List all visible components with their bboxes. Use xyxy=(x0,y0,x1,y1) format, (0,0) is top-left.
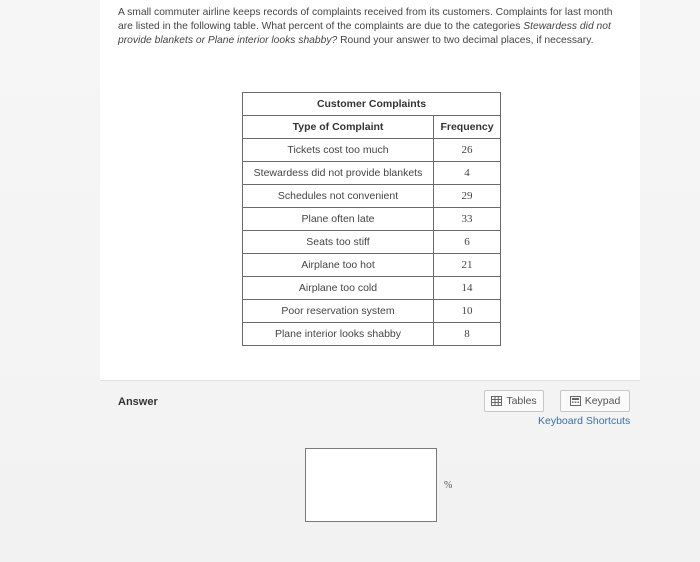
column-header-frequency: Frequency xyxy=(434,116,501,139)
question-intro: A small commuter airline keeps records of complaints received from its customers. Complaints for last month are listed in the following table. What percent of the complaints are due to the categories xyxy=(118,7,613,32)
answer-label: Answer xyxy=(118,396,158,408)
table-caption: Customer Complaints xyxy=(243,93,501,116)
question-categories: Stewardess did not provide blankets or Plane interior looks shabby? xyxy=(118,21,611,46)
table-row xyxy=(243,300,501,323)
complaint-type-cell: Plane often late xyxy=(243,208,434,231)
answer-input[interactable] xyxy=(305,448,437,522)
table-row xyxy=(243,185,501,208)
question-text xyxy=(118,6,618,48)
keyboard-shortcuts-link[interactable]: Keyboard Shortcuts xyxy=(538,415,631,427)
frequency-cell: 10 xyxy=(434,300,501,323)
table-row xyxy=(243,139,501,162)
frequency-cell: 6 xyxy=(434,231,501,254)
complaint-type-cell: Schedules not convenient xyxy=(243,185,434,208)
table-row xyxy=(243,208,501,231)
complaints-table xyxy=(242,92,501,346)
table-row xyxy=(243,162,501,185)
frequency-cell: 29 xyxy=(434,185,501,208)
table-icon xyxy=(491,396,502,406)
complaint-type-cell: Seats too stiff xyxy=(243,231,434,254)
table-row xyxy=(243,277,501,300)
complaint-type-cell: Plane interior looks shabby xyxy=(243,323,434,346)
frequency-cell: 33 xyxy=(434,208,501,231)
frequency-cell: 8 xyxy=(434,323,501,346)
frequency-cell: 14 xyxy=(434,277,501,300)
frequency-cell: 21 xyxy=(434,254,501,277)
complaint-type-cell: Airplane too hot xyxy=(243,254,434,277)
complaint-type-cell: Tickets cost too much xyxy=(243,139,434,162)
table-row xyxy=(243,254,501,277)
question-instructions: Round your answer to two decimal places, if necessary. xyxy=(337,35,594,46)
tables-button[interactable] xyxy=(484,390,544,412)
table-row xyxy=(243,231,501,254)
keypad-button-label: Keypad xyxy=(584,395,621,407)
table-body xyxy=(243,139,501,346)
tables-button-label: Tables xyxy=(506,395,537,407)
column-header-type: Type of Complaint xyxy=(243,116,434,139)
keypad-button[interactable] xyxy=(560,390,630,412)
complaint-type-cell: Stewardess did not provide blankets xyxy=(243,162,434,185)
frequency-cell: 26 xyxy=(434,139,501,162)
percent-unit-label: % xyxy=(444,480,453,491)
frequency-cell: 4 xyxy=(434,162,501,185)
table-row xyxy=(243,323,501,346)
complaint-type-cell: Airplane too cold xyxy=(243,277,434,300)
keypad-icon xyxy=(570,396,581,406)
complaint-type-cell: Poor reservation system xyxy=(243,300,434,323)
